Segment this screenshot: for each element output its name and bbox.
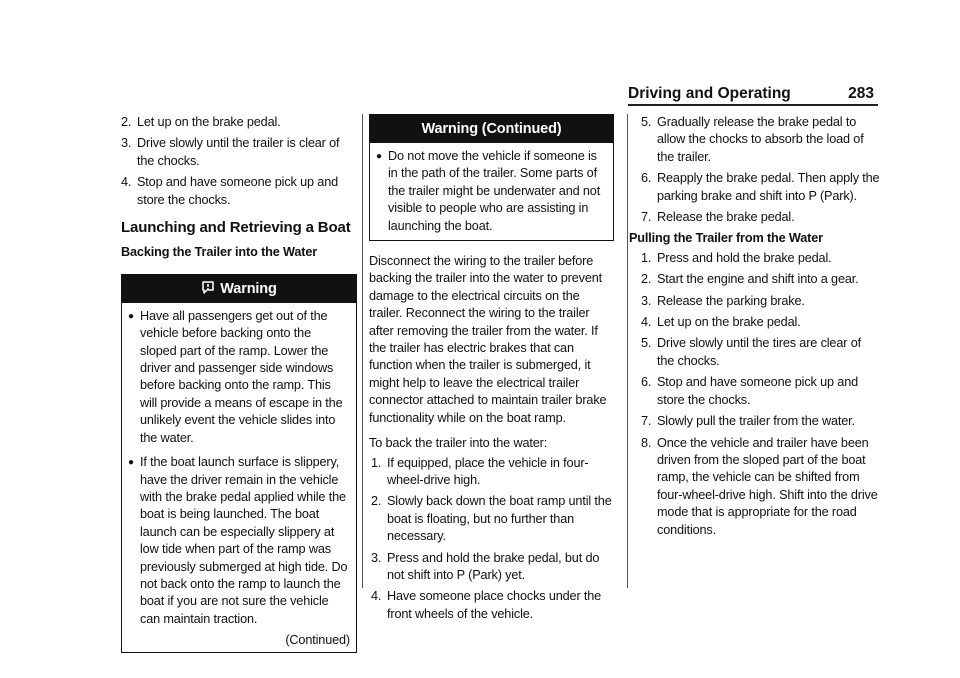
intro-text: To back the trailer into the water: [369,436,548,451]
paragraph: Disconnect the wiring to the trailer before backing the trailer into the water to prevent damage to the electrical circuits on the trailer. Reconnect the wiring to the trailer after removing the trailer from the water. If the trailer has electric brakes that can function when the trailer is submerged, it might help to leave the electrical trailer connector attached to maintain trailer brake functionality while on the boat ramp. [369,254,607,425]
page-number: 283 [848,85,874,102]
warning-header [122,275,356,303]
page-header [628,85,874,103]
continued-label: (Continued) [285,633,350,648]
list-item: 8. Once the vehicle and trailer have been driven from the sloped part of the boat ramp, the vehicle can be shifted from four-wheel-drive high. Shift into the drive mode that is appropriate for the road conditions. [641,435,878,537]
list-item: 4. Have someone place chocks under the front wheels of the vehicle. [371,589,602,621]
section-heading: Launching and Retrieving a Boat [121,219,351,237]
list-item: 3. Drive slowly until the trailer is clear of the chocks. [121,136,340,168]
warning-header: Warning (Continued) [370,115,613,143]
warning-icon [201,278,215,306]
column-divider [362,114,363,588]
list-item: 6. Reapply the brake pedal. Then apply the parking brake and shift into P (Park). [641,171,880,203]
list-item: 2. Slowly back down the boat ramp until the boat is floating, but no further than necessary. [371,494,612,544]
list-item: 1. If equipped, place the vehicle in four-wheel-drive high. [371,455,589,487]
column-divider [627,114,628,588]
warning-bullet: ● If the boat launch surface is slippery, have the driver remain in the vehicle with the brake pedal applied while the boat is being launched. The boat launch can be especially slippery at low tide when part of the ramp was previously submerged at high tide. Do not back onto the ramp to launch the boat if you are not sure the vehicle can maintain traction. [128,454,350,628]
column-3 [629,114,881,543]
list-item: 5. Drive slowly until the tires are clear of the chocks. [641,336,861,368]
bullet-icon: ● [128,310,134,322]
list-item: 2. Start the engine and shift into a gear. [641,272,859,287]
list-item: 1. Press and hold the brake pedal. [641,250,832,265]
list-item: 3. Release the parking brake. [641,293,805,308]
section-title: Driving and Operating [628,85,791,102]
subheading: Pulling the Trailer from the Water [629,231,823,246]
bullet-icon: ● [376,151,382,162]
list-item: 7. Slowly pull the trailer from the water. [641,414,855,429]
list-item: 6. Stop and have someone pick up and store the chocks. [641,375,859,407]
warning-box-continued [369,114,614,241]
header-rule [628,104,878,106]
subheading: Backing the Trailer into the Water [121,245,318,260]
column-1 [121,114,357,653]
list-item: 4. Stop and have someone pick up and store the chocks. [121,175,339,207]
warning-bullet: ● Do not move the vehicle if someone is in the path of the trailer. Some parts of the trailer might be underwater and not visible to people who are assisting in launching the boat. [376,148,607,235]
column-2 [369,114,614,627]
list-item: 7. Release the brake pedal. [641,210,795,225]
warning-box [121,274,357,653]
list-item: 4. Let up on the brake pedal. [641,315,801,330]
list-item: 5. Gradually release the brake pedal to allow the chocks to absorb the load of the trailer. [641,115,864,164]
list-item: 2. Let up on the brake pedal. [121,115,281,129]
list-item: 3. Press and hold the brake pedal, but do not shift into P (Park) yet. [371,550,600,582]
bullet-icon: ● [128,457,134,469]
warning-bullet: ● Have all passengers get out of the vehicle before backing onto the sloped part of the ramp. Lower the driver and passenger side windows before backing onto the ramp. This will provide a means of escape in the unlikely event the vehicle slides into the water. [128,308,350,447]
warning-title: Warning [220,280,277,297]
